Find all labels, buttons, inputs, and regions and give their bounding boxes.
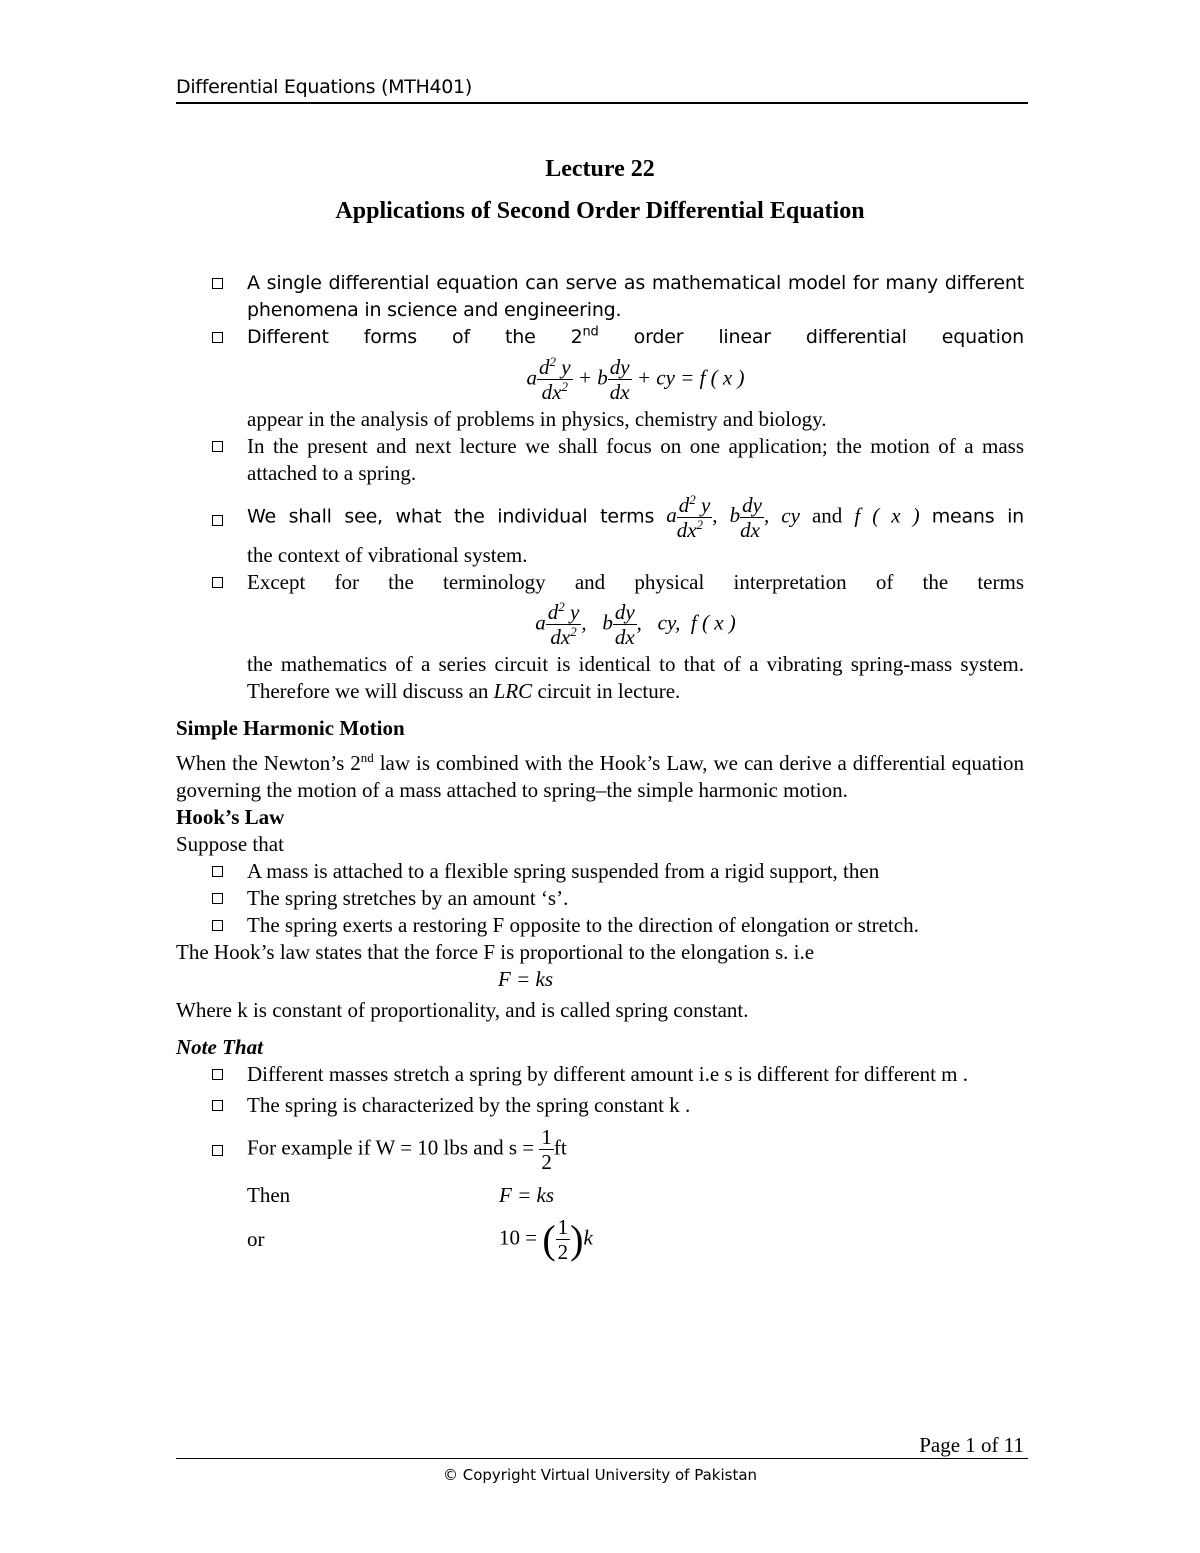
- intro-bullet-5: [176, 569, 1024, 705]
- page-number: Page 1 of 11: [919, 1433, 1024, 1457]
- page-header: [176, 72, 1028, 104]
- section-heading-hook: Hook’s Law: [176, 805, 285, 829]
- hook-bullet-2: [176, 885, 1024, 912]
- then-equation: F = ks: [499, 1183, 554, 1207]
- hook-where: Where k is constant of proportionality, and is called spring constant.: [176, 998, 749, 1022]
- checkbox-bullet-icon: [212, 441, 223, 452]
- intro-bullet-3: [176, 433, 1024, 487]
- example-or-row: [176, 1215, 1024, 1264]
- lecture-title: Applications of Second Order Differential Equation: [335, 198, 865, 224]
- bullet-text: We shall see, what the individual terms a $\frac{d^2 y}{dx^2}$ , b $\frac{dy}{dx}$ , cy and f ( x ) means in: [247, 492, 1025, 542]
- document-body: [176, 270, 1024, 1264]
- or-label: or: [247, 1227, 265, 1251]
- bullet-text: Different masses stretch a spring by different amount i.e s is different for different m .: [247, 1062, 968, 1086]
- checkbox-bullet-icon: [212, 1069, 223, 1080]
- or-equation: 10 = ( $\frac{1}{2}$ )k: [499, 1215, 593, 1264]
- section-heading-shm: Simple Harmonic Motion: [176, 716, 405, 740]
- copyright-notice: © Copyright Virtual University of Pakistan: [442, 1466, 758, 1484]
- bullet-text: Except for the terminology and physical interpretation of the terms: [247, 570, 1024, 594]
- checkbox-bullet-icon: [212, 893, 223, 904]
- checkbox-bullet-icon: [212, 866, 223, 877]
- hook-intro: Suppose that: [176, 832, 284, 856]
- checkbox-bullet-icon: [212, 1145, 223, 1156]
- bullet-text-continued: appear in the analysis of problems in physics, chemistry and biology.: [247, 407, 827, 431]
- checkbox-bullet-icon: [212, 515, 223, 526]
- note-bullet-3: [176, 1125, 1024, 1174]
- checkbox-bullet-icon: [212, 577, 223, 588]
- hook-bullet-3: [176, 912, 1024, 939]
- checkbox-bullet-icon: [212, 920, 223, 931]
- checkbox-bullet-icon: [212, 332, 223, 343]
- ode-equation: a $\frac{d^2 y}{dx^2}$ + b $\frac{dy}{dx}$ + cy = f ( x ): [526, 354, 745, 404]
- shm-paragraph: When the Newton’s 2nd law is combined with the Hook’s Law, we can derive a differential equation governing the motion of a mass attached to spring–the simple harmonic motion.: [176, 750, 1024, 802]
- bullet-text: In the present and next lecture we shall focus on one application; the motion of a mass attached to a spring.: [247, 434, 1024, 485]
- bullet-text-continued: the mathematics of a series circuit is identical to that of a vibrating spring-mass system. Therefore we will discuss an LRC circuit in lecture.: [247, 652, 1024, 703]
- section-heading-note: Note That: [176, 1035, 263, 1059]
- note-bullet-1: [176, 1061, 1024, 1088]
- terms-equation: a $\frac{d^2 y}{dx^2}$ , b $\frac{dy}{dx}$ , cy, f ( x ): [535, 599, 736, 649]
- intro-bullet-4: [176, 493, 1024, 569]
- bullet-text: The spring exerts a restoring F opposite to the direction of elongation or stretch.: [247, 913, 919, 937]
- bullet-text: The spring stretches by an amount ‘s’.: [247, 886, 569, 910]
- note-bullet-2: [176, 1092, 1024, 1119]
- bullet-text: A single differential equation can serve as mathematical model for many different phenomena in science and engineering.: [247, 272, 1024, 321]
- lecture-number: Lecture 22: [545, 156, 655, 182]
- hook-law-statement: The Hook’s law states that the force F is proportional to the elongation s. i.e: [176, 940, 815, 964]
- checkbox-bullet-icon: [212, 278, 223, 289]
- bullet-text: Different forms of the 2nd order linear differential equation: [247, 324, 1024, 348]
- intro-bullet-2: [176, 324, 1024, 433]
- course-title: Differential Equations (MTH401): [176, 76, 472, 98]
- intro-bullet-1: [176, 270, 1024, 324]
- checkbox-bullet-icon: [212, 1100, 223, 1111]
- bullet-text: The spring is characterized by the spring constant k .: [247, 1093, 691, 1117]
- example-then-row: [176, 1182, 1024, 1209]
- bullet-text-continued: the context of vibrational system.: [247, 543, 528, 567]
- hook-bullet-1: [176, 858, 1024, 885]
- bullet-text: For example if W = 10 lbs and s = $\frac{1}{2}$ ft: [247, 1125, 567, 1174]
- hook-equation: F = ks: [498, 967, 553, 991]
- bullet-text: A mass is attached to a flexible spring suspended from a rigid support, then: [247, 859, 880, 883]
- then-label: Then: [247, 1183, 291, 1207]
- footer-divider: [176, 1458, 1028, 1459]
